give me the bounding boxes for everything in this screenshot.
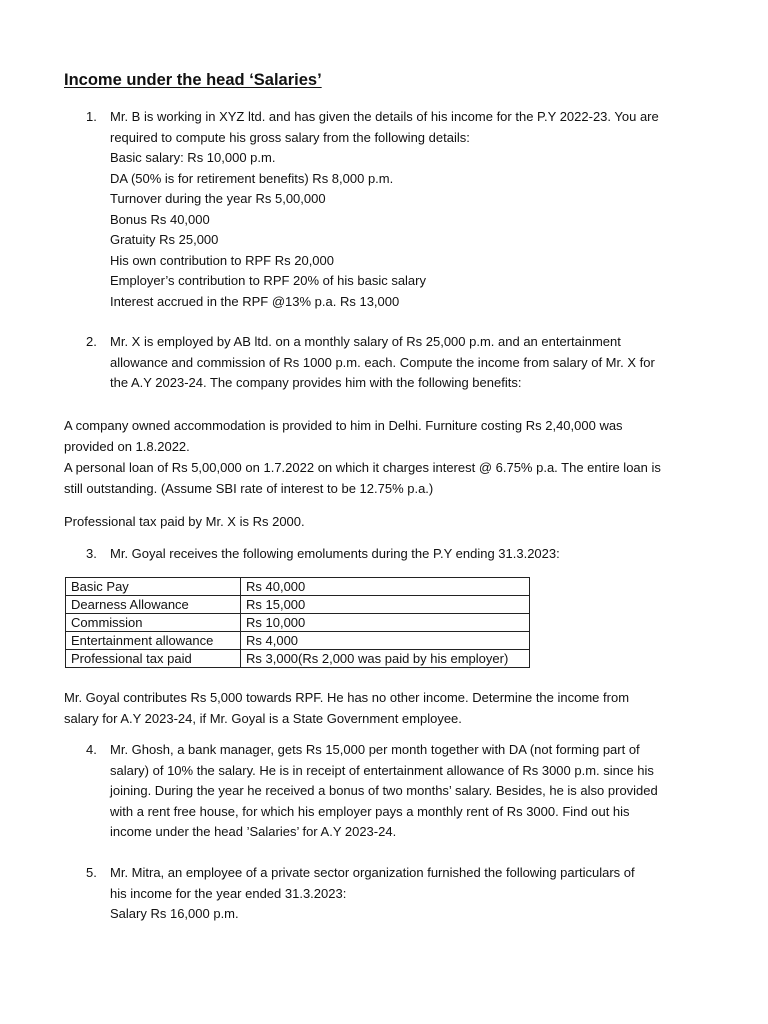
- table-cell-item: Entertainment allowance: [66, 632, 241, 650]
- q5-line: Mr. Mitra, an employee of a private sector organization furnished the following particulars of: [110, 865, 635, 880]
- paragraph-line: Professional tax paid by Mr. X is Rs 2000.: [64, 514, 305, 529]
- q5-line: Salary Rs 16,000 p.m.: [110, 906, 239, 921]
- paragraph-line: A company owned accommodation is provided to him in Delhi. Furniture costing Rs 2,40,000 was: [64, 418, 623, 433]
- paragraph-professional-tax: [64, 512, 724, 533]
- table-cell-item: Dearness Allowance: [66, 596, 241, 614]
- question-number: 2.: [86, 334, 97, 349]
- q1-line: Bonus Rs 40,000: [110, 211, 210, 227]
- q1-line: Turnover during the year Rs 5,00,000: [110, 191, 326, 206]
- table-cell-item: Basic Pay: [66, 578, 241, 596]
- paragraph-loan: [64, 458, 724, 499]
- table-row: [66, 596, 530, 614]
- q1-line: DA (50% is for retirement benefits) Rs 8,000 p.m.: [110, 170, 394, 186]
- question-number: 3.: [86, 546, 97, 561]
- question-4: [64, 740, 724, 843]
- table-row: [66, 578, 530, 596]
- question-number: 1.: [86, 109, 97, 124]
- table-cell-amount: Rs 40,000: [241, 578, 530, 596]
- q1-line: Interest accrued in the RPF @13% p.a. Rs 13,000: [110, 293, 400, 309]
- table-cell-item: Professional tax paid: [66, 650, 241, 668]
- question-2: [64, 332, 724, 394]
- question-number: 5.: [86, 865, 97, 880]
- table-cell-amount: Rs 15,000: [241, 596, 530, 614]
- q2-line: the A.Y 2023-24. The company provides him with the following benefits:: [110, 375, 522, 390]
- q1-line: Mr. B is working in XYZ ltd. and has given the details of his income for the P.Y 2022-23. You are: [110, 109, 659, 124]
- question-3: [64, 544, 724, 565]
- paragraph-goyal: [64, 688, 724, 729]
- paragraph-line: A personal loan of Rs 5,00,000 on 1.7.2022 on which it charges interest @ 6.75% p.a. The entire loan is: [64, 460, 661, 475]
- q3-line: Mr. Goyal receives the following emoluments during the P.Y ending 31.3.2023:: [110, 546, 560, 561]
- q1-line: Employer’s contribution to RPF 20% of his basic salary: [110, 273, 426, 288]
- page-title: Income under the head ‘Salaries’: [64, 71, 322, 89]
- paragraph-line: provided on 1.8.2022.: [64, 438, 190, 454]
- q2-line: Mr. X is employed by AB ltd. on a monthly salary of Rs 25,000 p.m. and an entertainment: [110, 334, 621, 349]
- question-1: [64, 107, 724, 312]
- q5-line: his income for the year ended 31.3.2023:: [110, 885, 347, 901]
- paragraph-line: Mr. Goyal contributes Rs 5,000 towards RPF. He has no other income. Determine the income from: [64, 690, 630, 705]
- question-number: 4.: [86, 742, 97, 757]
- table-cell-item: Commission: [66, 614, 241, 632]
- table-cell-amount: Rs 10,000: [241, 614, 530, 632]
- q1-line: Basic salary: Rs 10,000 p.m.: [110, 150, 276, 165]
- paragraph-accommodation: [64, 416, 724, 457]
- question-5: [64, 863, 724, 925]
- emoluments-table: [65, 577, 530, 668]
- paragraph-line: still outstanding. (Assume SBI rate of interest to be 12.75% p.a.): [64, 480, 434, 496]
- q4-line: with a rent free house, for which his employer pays a monthly rent of Rs 3000. Find out his: [110, 803, 630, 819]
- table-row: [66, 614, 530, 632]
- q1-line: Gratuity Rs 25,000: [110, 232, 219, 247]
- table-row: [66, 650, 530, 668]
- q4-line: salary) of 10% the salary. He is in receipt of entertainment allowance of Rs 3000 p.m. since his: [110, 762, 654, 778]
- q4-line: joining. During the year he received a bonus of two months’ salary. Besides, he is also provided: [110, 783, 658, 798]
- q2-line: allowance and commission of Rs 1000 p.m. each. Compute the income from salary of Mr. X for: [110, 354, 655, 370]
- q4-line: income under the head ’Salaries’ for A.Y 2023-24.: [110, 824, 397, 839]
- table-row: [66, 632, 530, 650]
- paragraph-line: salary for A.Y 2023-24, if Mr. Goyal is a State Government employee.: [64, 710, 462, 726]
- q1-line: His own contribution to RPF Rs 20,000: [110, 252, 334, 268]
- q4-line: Mr. Ghosh, a bank manager, gets Rs 15,000 per month together with DA (not forming part of: [110, 742, 640, 757]
- table-cell-amount: Rs 3,000(Rs 2,000 was paid by his employer): [241, 650, 530, 668]
- q1-line: required to compute his gross salary from the following details:: [110, 129, 470, 145]
- table-cell-amount: Rs 4,000: [241, 632, 530, 650]
